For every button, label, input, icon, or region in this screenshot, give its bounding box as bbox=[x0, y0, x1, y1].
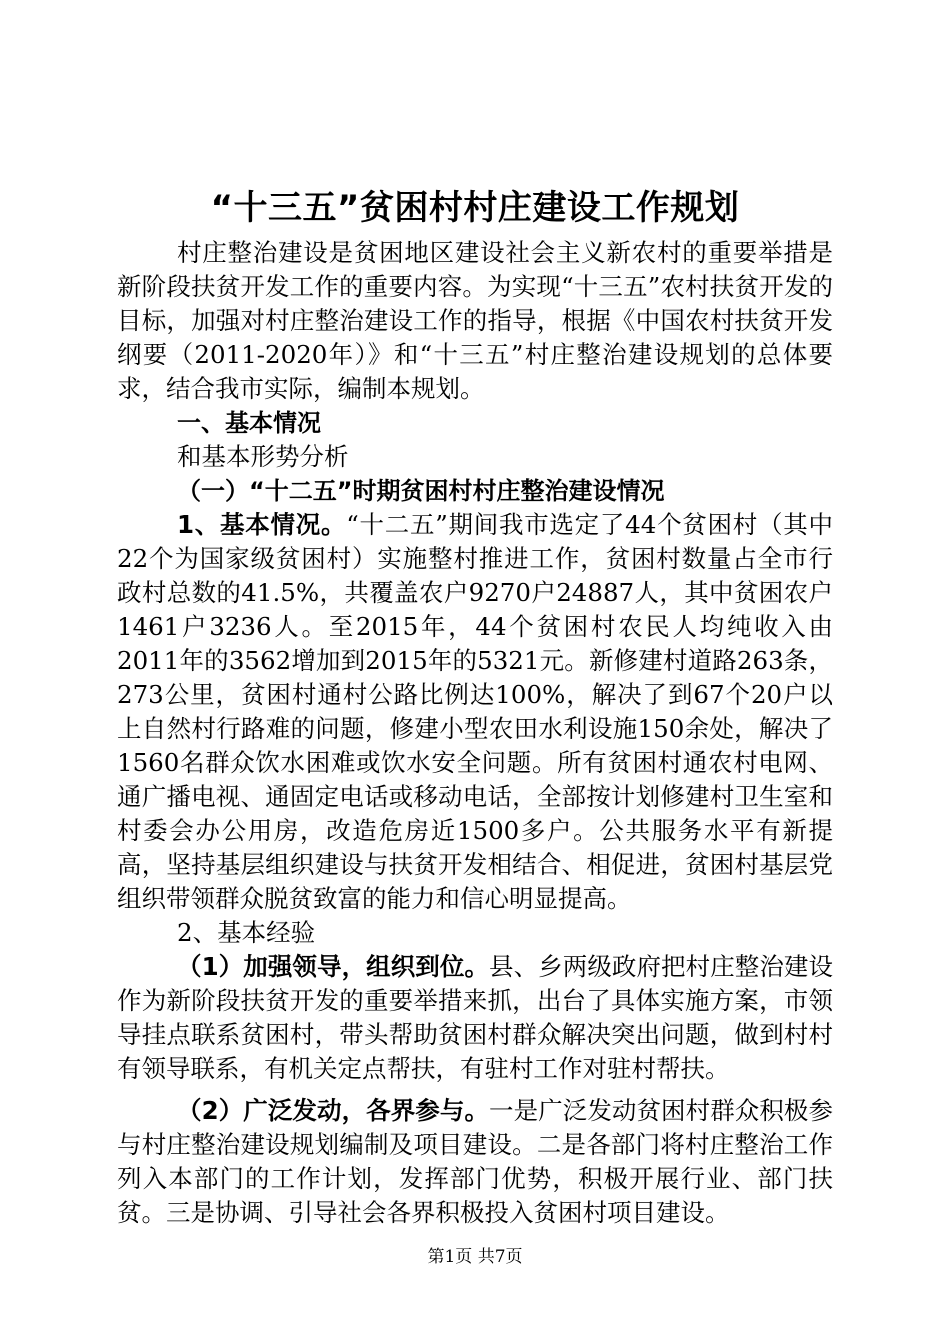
item2-heading: 2、基本经验 bbox=[177, 918, 316, 947]
item1-paragraph bbox=[117, 508, 833, 916]
section-heading-basic-situation: 一、基本情况 bbox=[177, 409, 321, 437]
experience1-text: 县、乡两级政府把村庄整治建设作为新阶段扶贫开发的重要举措来抓，出台了具体实施方案，市领导挂点联系贫困村，带头帮助贫困村群众解决突出问题，做到村村有领导联系，有机关定点帮扶，有驻村工作对驻村帮扶。 bbox=[117, 952, 834, 1083]
experience2-paragraph bbox=[117, 1094, 833, 1230]
document-body bbox=[117, 236, 833, 1230]
experience1-lead: （1）加强领导，组织到位。 bbox=[177, 952, 490, 981]
intro-paragraph: 村庄整治建设是贫困地区建设社会主义新农村的重要举措是新阶段扶贫开发工作的重要内容。为实现“十三五”农村扶贫开发的目标，加强对村庄整治建设工作的指导，根据《中国农村扶贫开发纲要（2011-2020年）》和“十三五”村庄整治建设规划的总体要求，结合我市实际，编制本规划。 bbox=[117, 238, 833, 403]
experience1-paragraph bbox=[117, 950, 833, 1086]
page-footer: 第1页 共7页 bbox=[427, 1247, 523, 1267]
subsection-heading: （一）“十二五”时期贫困村村庄整治建设情况 bbox=[177, 477, 665, 505]
item1-lead: 1、基本情况。 bbox=[177, 510, 347, 539]
experience2-text: 一是广泛发动贫困村群众积极参与村庄整治建设规划编制及项目建设。二是各部门将村庄整治工作列入本部门的工作计划，发挥部门优势，积极开展行业、部门扶贫。三是协调、引导社会各界积极投入贫困村项目建设。 bbox=[117, 1096, 834, 1227]
section-subtitle: 和基本形势分析 bbox=[177, 442, 349, 471]
item1-text: “十二五”期间我市选定了44个贫困村（其中22个为国家级贫困村）实施整村推进工作，贫困村数量占全市行政村总数的41.5%，共覆盖农户9270户24887人，其中贫困农户1461户3236人。至2015年，44个贫困村农民人均纯收入由2011年的3562增加到2015年的5321元。新修建村道路263条，273公里，贫困村通村公路比例达100%，解决了到67个20户以上自然村行路难的问题，修建小型农田水利设施150余处，解决了1560名群众饮水困难或饮水安全问题。所有贫困村通农村电网、通广播电视、通固定电话或移动电话，全部按计划修建村卫生室和村委会办公用房，改造危房近1500多户。公共服务水平有新提高，坚持基层组织建设与扶贫开发相结合、相促进，贫困村基层党组织带领群众脱贫致富的能力和信心明显提高。 bbox=[117, 510, 834, 913]
document-title: “十三五”贫困村村庄建设工作规划 bbox=[210, 188, 740, 228]
experience2-lead: （2）广泛发动，各界参与。 bbox=[177, 1096, 490, 1125]
